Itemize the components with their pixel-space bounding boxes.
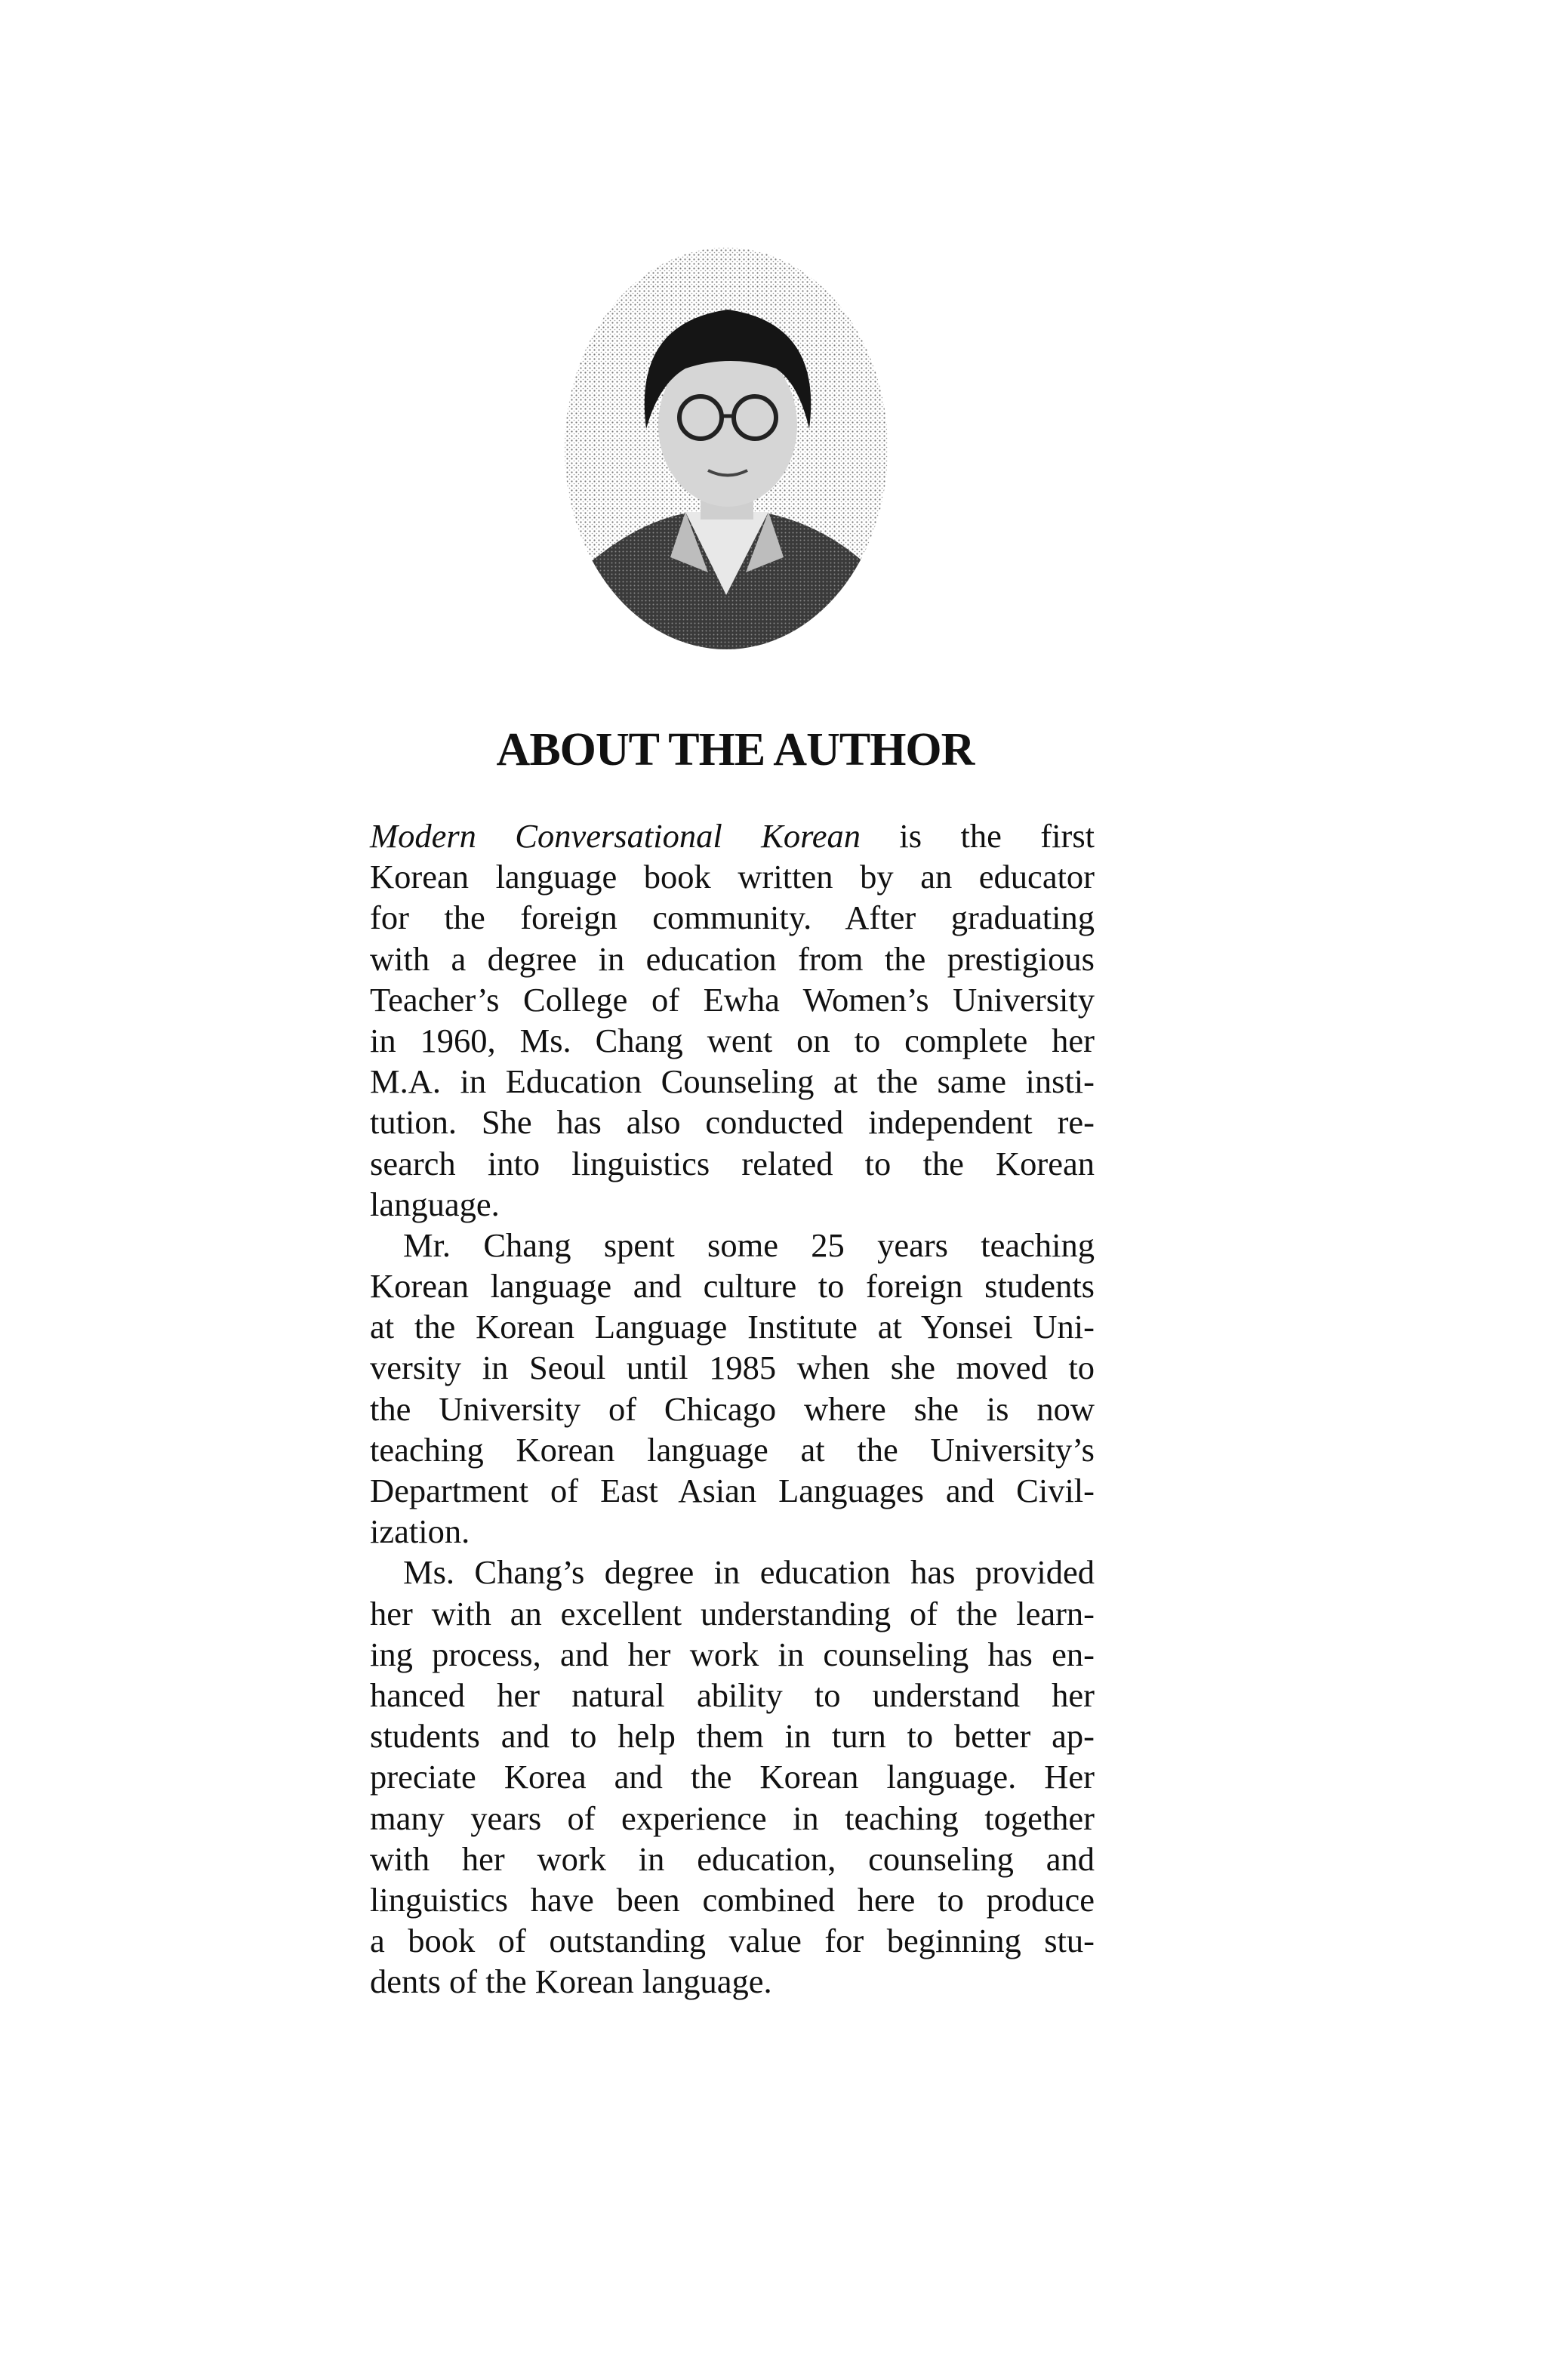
text-line: hanced her natural ability to understand her: [370, 1676, 1095, 1714]
section-heading: ABOUT THE AUTHOR: [496, 724, 975, 775]
text-line: a book of outstanding value for beginning stu-: [370, 1922, 1095, 1960]
bio-paragraph-1: [370, 815, 1095, 1225]
text-line: Department of East Asian Languages and Civil-: [370, 1472, 1095, 1509]
bio-paragraph-2: [370, 1225, 1095, 1552]
text-line: with her work in education, counseling and: [370, 1839, 1095, 1878]
author-bio: [370, 815, 1095, 2002]
text-line: dents of the Korean language.: [370, 1962, 772, 2001]
text-line: [370, 815, 1095, 856]
text-line: preciate Korea and the Korean language. Her: [370, 1758, 1095, 1796]
text-line: the University of Chicago where she is now: [370, 1389, 1095, 1428]
text-line: many years of experience in teaching together: [370, 1799, 1095, 1837]
bio-paragraph-3: [370, 1552, 1095, 2002]
text-line: Teacher’s College of Ewha Women’s University: [370, 980, 1095, 1019]
text-line: linguistics have been combined here to produce: [370, 1880, 1095, 1919]
text-fragment: is the first: [861, 817, 1095, 855]
text-line: with a degree in education from the prestigious: [370, 939, 1095, 978]
book-title: Modern Conversational Korean: [370, 817, 861, 855]
text-line: her with an excellent understanding of the learn-: [370, 1594, 1095, 1632]
text-line: search into linguistics related to the Korean: [370, 1144, 1095, 1182]
text-line: ization.: [370, 1512, 470, 1551]
text-line: M.A. in Education Counseling at the same insti-: [370, 1062, 1095, 1101]
author-portrait: [557, 240, 895, 657]
text-line: in 1960, Ms. Chang went on to complete her: [370, 1021, 1095, 1059]
text-line: versity in Seoul until 1985 when she moved to: [370, 1349, 1095, 1387]
text-line: at the Korean Language Institute at Yonsei Uni-: [370, 1308, 1095, 1346]
text-line: teaching Korean language at the University’s: [370, 1430, 1095, 1469]
text-line: for the foreign community. After graduating: [370, 899, 1095, 937]
text-line: Mr. Chang spent some 25 years teaching: [403, 1225, 1095, 1264]
text-line: language.: [370, 1185, 500, 1223]
text-line: tution. She has also conducted independent re-: [370, 1103, 1095, 1142]
text-line: Ms. Chang’s degree in education has provided: [403, 1553, 1095, 1592]
text-line: Korean language book written by an educator: [370, 858, 1095, 896]
text-line: ing process, and her work in counseling has en-: [370, 1635, 1095, 1673]
text-line: Korean language and culture to foreign students: [370, 1267, 1095, 1306]
text-line: students and to help them in turn to better ap-: [370, 1717, 1095, 1756]
